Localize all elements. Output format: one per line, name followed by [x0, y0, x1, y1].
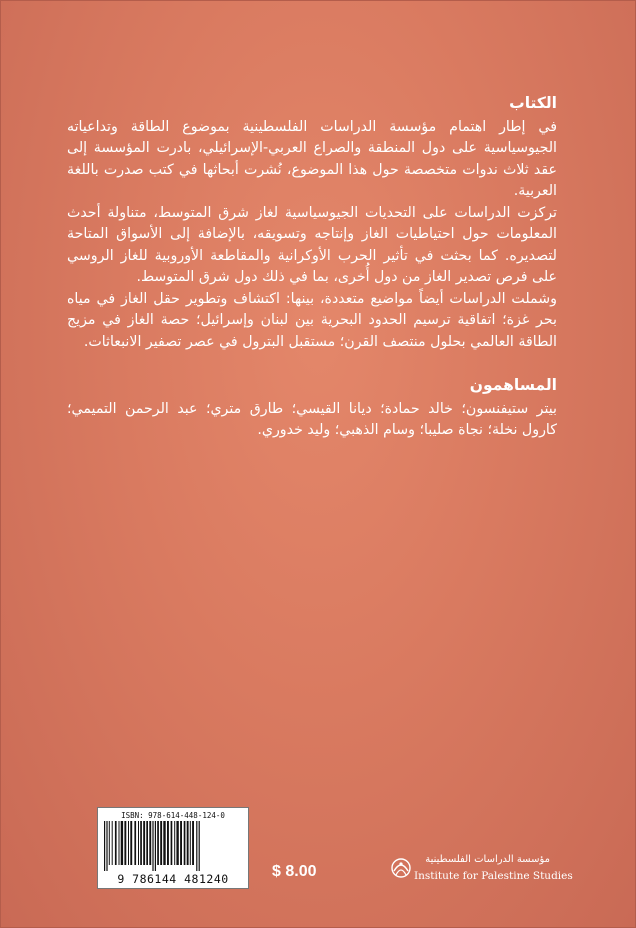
barcode-number: 9 786144 481240	[117, 872, 229, 886]
publisher-logo	[384, 851, 584, 891]
isbn-label: ISBN: 978-614-448-124-0	[121, 811, 225, 820]
back-cover-text	[67, 93, 557, 442]
about-paragraph-3: وشملت الدراسات أيضاً مواضيع متعددة، بينها: اكتشاف وتطوير حقل الغاز في مياه بحر غزة؛ اتفاقية ترسيم الحدود البحرية بين لبنان وإسرائيل؛ حصة الغاز في مزيج الطاقة العالمي بحلول منتصف القرن؛ مستقبل البترول في عصر تصفير الانبعاثات.	[67, 290, 557, 350]
barcode-bars-graphic	[104, 821, 242, 871]
contributors-list: بيتر ستيفنسون؛ خالد حمادة؛ ديانا القيسي؛ طارق متري؛ عبد الرحمن التميمي؛ كارول نخلة؛ نجاة صليبا؛ وسام الذهبي؛ وليد خدوري.	[67, 400, 557, 438]
price: $ 8.00	[272, 863, 317, 880]
publisher-name-english: Institute for Palestine Studies	[414, 870, 573, 882]
contributors-heading: المساهمون	[469, 376, 557, 394]
barcode	[97, 807, 249, 889]
about-heading: الكتاب	[509, 94, 557, 112]
about-paragraph-1: في إطار اهتمام مؤسسة الدراسات الفلسطينية بموضوع الطاقة وتداعياته الجيوسياسية على دول المنطقة والصراع العربي-الإسرائيلي، بادرت المؤسسة إلى عقد ثلاث ندوات متخصصة حول هذا الموضوع، نُشرت أبحاثها في كتب صدرت باللغة العربية.	[67, 118, 557, 199]
publisher-name-arabic: مؤسسة الدراسات الفلسطينية	[425, 854, 550, 865]
about-paragraph-2: تركزت الدراسات على التحديات الجيوسياسية لغاز شرق المتوسط، متناولة أحدث المعلومات حول احتياطيات الغاز وإنتاجه وتسويقه، بالإضافة إلى الأسواق المتاحة لتصديره. كما بحثت في تأثير الحرب الأوكرانية والمقاطعة الأوروبية للغاز الروسي على فرص تصدير الغاز من دول أُخرى، بما في ذلك دول شرق المتوسط.	[67, 204, 557, 285]
